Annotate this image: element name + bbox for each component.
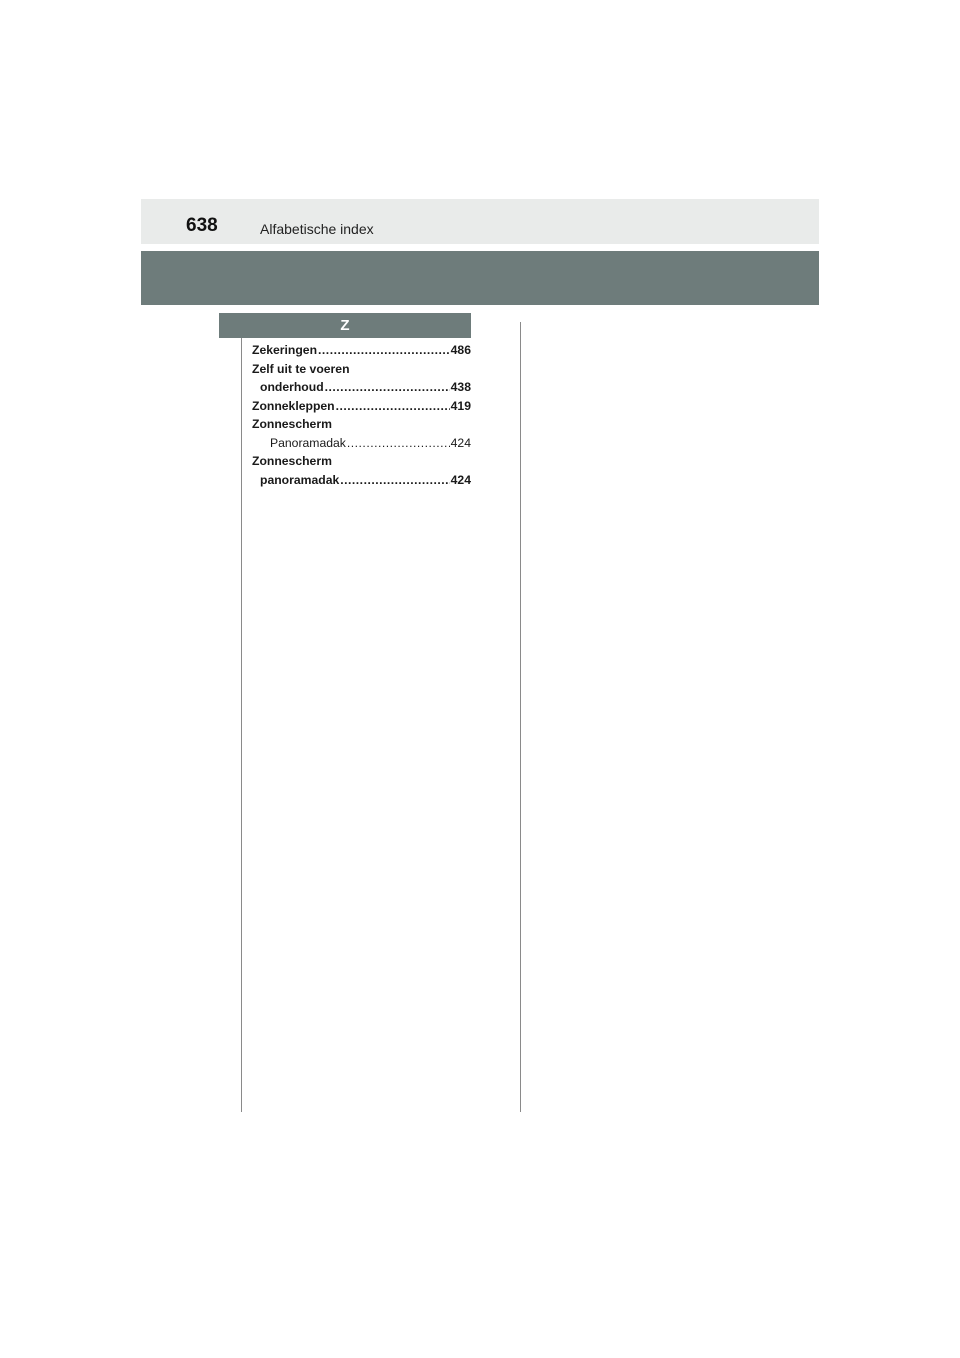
index-entry-line	[252, 434, 471, 453]
dot-leader	[325, 378, 450, 397]
index-page-ref[interactable]: 424	[450, 472, 471, 487]
dot-leader	[340, 471, 449, 490]
index-entry-line	[252, 360, 471, 379]
index-entry	[252, 452, 471, 489]
index-term: onderhoud	[260, 380, 324, 394]
dot-leader	[347, 434, 450, 453]
index-entry-line	[252, 452, 471, 471]
index-page-ref[interactable]: 424	[450, 435, 471, 450]
index-term: panoramadak	[260, 472, 340, 487]
index-term: Zonnekleppen	[252, 398, 335, 413]
index-page-ref[interactable]: 486	[450, 343, 471, 357]
index-entry	[252, 415, 471, 452]
column-rule-left	[241, 338, 242, 1112]
chapter-banner	[141, 251, 819, 305]
column-rule-middle	[520, 322, 521, 1112]
index-list	[252, 341, 471, 489]
index-entry	[252, 360, 471, 397]
index-entry-line	[252, 415, 471, 434]
index-page-ref[interactable]: 419	[450, 398, 471, 413]
index-term: Zelf uit te voeren	[252, 361, 350, 376]
index-term: Zonnescherm	[252, 417, 332, 431]
dot-leader	[336, 397, 450, 416]
index-term: Panoramadak	[270, 435, 346, 450]
index-term: Zonnescherm	[252, 454, 332, 468]
index-entry-line	[252, 341, 471, 360]
section-title: Alfabetische index	[260, 221, 374, 237]
index-entry	[252, 397, 471, 416]
index-letter-heading: Z	[219, 313, 471, 338]
dot-leader	[318, 341, 450, 360]
index-entry-line	[252, 471, 471, 490]
index-entry-line	[252, 378, 471, 397]
page-header	[141, 199, 819, 244]
index-entry-line	[252, 397, 471, 416]
index-page-ref[interactable]: 438	[450, 380, 471, 394]
page-number: 638	[186, 215, 218, 236]
index-term: Zekeringen	[252, 343, 318, 357]
index-entry	[252, 341, 471, 360]
